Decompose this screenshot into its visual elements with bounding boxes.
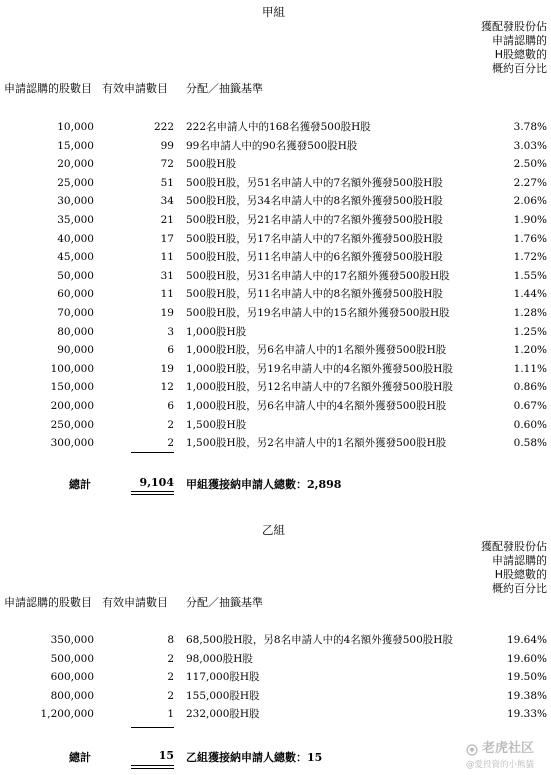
table-row — [0, 342, 551, 358]
pct-header-line: 概約百分比 — [492, 582, 547, 595]
shares-applied-cell: 45,000 — [57, 251, 94, 264]
shares-applied-cell: 30,000 — [57, 195, 94, 208]
table-row — [0, 379, 551, 395]
valid-applications-cell: 3 — [167, 325, 174, 338]
pct-header-line: 申請認購的 — [492, 34, 547, 47]
table-row — [0, 632, 551, 648]
percentage-cell: 1.20% — [513, 344, 547, 357]
valid-applications-cell: 99 — [160, 139, 174, 152]
table-row — [0, 212, 551, 228]
allocation-basis-cell: 99名申請人中的90名獲發500股H股 — [186, 139, 358, 152]
allocation-basis-cell: 222名申請人中的168名獲發500股H股 — [186, 121, 371, 133]
percentage-cell: 1.11% — [513, 362, 547, 375]
pct-header-line: 獲配發股份佔 — [481, 20, 547, 33]
shares-applied-cell: 200,000 — [50, 400, 94, 412]
group-a-basis-header: 分配／抽籤基準 — [186, 82, 263, 95]
group-a-total-rule — [131, 494, 174, 495]
table-row — [0, 417, 551, 433]
valid-applications-cell: 31 — [160, 269, 174, 282]
valid-applications-cell: 8 — [167, 634, 174, 646]
table-row — [0, 231, 551, 247]
valid-applications-cell: 11 — [160, 251, 174, 264]
valid-applications-cell: 222 — [153, 121, 174, 133]
group-a-subtotal-rule — [131, 452, 174, 453]
pct-header-line: 概約百分比 — [492, 62, 547, 75]
percentage-cell: 1.76% — [513, 232, 547, 245]
shares-applied-cell: 800,000 — [50, 689, 94, 702]
allocation-basis-cell: 1,000股H股，另6名申請人中的4名額外獲發500股H股 — [186, 400, 447, 412]
allocation-basis-cell: 500股H股，另51名申請人中的7名額外獲發500股H股 — [186, 176, 443, 189]
percentage-cell: 2.06% — [513, 195, 547, 208]
shares-applied-cell: 20,000 — [57, 158, 94, 171]
allocation-basis-cell: 1,000股H股 — [186, 325, 247, 338]
table-row — [0, 305, 551, 321]
shares-applied-cell: 600,000 — [50, 671, 94, 684]
allocation-basis-cell: 68,500股H股，另8名申請人中的4名額外獲發500股H股 — [186, 634, 453, 646]
table-row — [0, 688, 551, 704]
percentage-cell: 1.55% — [513, 269, 547, 282]
allocation-basis-cell: 1,500股H股 — [186, 418, 247, 431]
shares-applied-cell: 150,000 — [50, 381, 94, 394]
shares-applied-cell: 350,000 — [50, 634, 94, 646]
group-b-pct-header — [481, 540, 547, 596]
valid-applications-cell: 34 — [160, 195, 174, 208]
allocation-basis-cell: 500股H股，另31名申請人中的17名額外獲發500股H股 — [186, 269, 450, 282]
percentage-cell: 1.44% — [513, 288, 547, 301]
shares-applied-cell: 70,000 — [57, 307, 94, 319]
group-a-total-rule — [131, 491, 174, 492]
pct-header-line: 申請認購的 — [492, 554, 547, 567]
shares-applied-cell: 80,000 — [57, 325, 94, 338]
table-row — [0, 286, 551, 302]
shares-applied-cell: 25,000 — [57, 176, 94, 189]
allocation-basis-cell: 500股H股，另11名申請人中的6名額外獲發500股H股 — [186, 251, 443, 264]
percentage-cell: 1.25% — [513, 325, 547, 338]
shares-applied-cell: 15,000 — [57, 139, 94, 152]
allocation-basis-cell: 1,500股H股，另2名申請人中的1名額外獲發500股H股 — [186, 437, 447, 450]
group-b-subtotal-rule — [131, 727, 174, 728]
allocation-basis-cell: 500股H股 — [186, 158, 237, 171]
group-a-title: 甲組 — [262, 5, 285, 19]
valid-applications-cell: 6 — [167, 400, 174, 412]
group-b-total-label: 總計 — [69, 751, 91, 764]
watermark-sub: @愛投資的小熊貓 — [466, 760, 535, 770]
allocation-basis-cell: 500股H股，另21名申請人中的7名額外獲發500股H股 — [186, 214, 443, 226]
shares-applied-cell: 40,000 — [57, 232, 94, 245]
valid-applications-cell: 2 — [167, 671, 174, 684]
shares-applied-cell: 10,000 — [57, 121, 94, 133]
percentage-cell: 19.38% — [506, 689, 547, 702]
allocation-basis-cell: 155,000股H股 — [186, 689, 260, 702]
table-row — [0, 249, 551, 265]
group-b-shares-header: 申請認購的股數目 — [4, 596, 92, 609]
group-a-total-label: 總計 — [69, 478, 91, 491]
valid-applications-cell: 72 — [160, 158, 174, 171]
percentage-cell: 2.27% — [513, 176, 547, 189]
table-row — [0, 706, 551, 722]
percentage-cell: 19.50% — [506, 671, 547, 684]
valid-applications-cell: 51 — [160, 176, 174, 189]
pct-header-line: H股總數的 — [494, 568, 547, 581]
percentage-cell: 3.03% — [513, 139, 547, 152]
table-row — [0, 193, 551, 209]
shares-applied-cell: 35,000 — [57, 214, 94, 226]
table-row — [0, 398, 551, 414]
percentage-cell: 2.50% — [513, 158, 547, 171]
allocation-basis-cell: 1,000股H股，另12名申請人中的7名額外獲發500股H股 — [186, 381, 453, 394]
allocation-basis-cell: 98,000股H股 — [186, 652, 253, 665]
watermark-brand: 老虎社区 — [482, 741, 535, 756]
pct-header-line: H股總數的 — [494, 48, 547, 61]
shares-applied-cell: 90,000 — [57, 344, 94, 357]
allocation-basis-cell: 500股H股，另11名申請人中的8名額外獲發500股H股 — [186, 288, 443, 301]
shares-applied-cell: 250,000 — [50, 418, 94, 431]
shares-applied-cell: 1,200,000 — [40, 708, 94, 721]
shares-applied-cell: 100,000 — [50, 362, 94, 375]
valid-applications-cell: 2 — [167, 652, 174, 665]
percentage-cell: 19.33% — [506, 708, 547, 721]
table-row — [0, 156, 551, 172]
valid-applications-cell: 2 — [167, 418, 174, 431]
allocation-basis-cell: 500股H股，另34名申請人中的8名額外獲發500股H股 — [186, 195, 443, 208]
percentage-cell: 1.72% — [513, 251, 547, 264]
table-row — [0, 651, 551, 667]
percentage-cell: 19.60% — [506, 652, 547, 665]
group-b-total-text: 乙組獲接納申請人總數：15 — [186, 751, 323, 764]
percentage-cell: 3.78% — [513, 121, 547, 133]
group-b-total-value: 15 — [158, 749, 174, 762]
percentage-cell: 0.60% — [513, 418, 547, 431]
table-row — [0, 435, 551, 451]
shares-applied-cell: 60,000 — [57, 288, 94, 301]
valid-applications-cell: 2 — [167, 689, 174, 702]
shares-applied-cell: 50,000 — [57, 269, 94, 282]
valid-applications-cell: 2 — [167, 437, 174, 450]
valid-applications-cell: 19 — [160, 362, 174, 375]
group-a-total-value: 9,104 — [139, 476, 174, 489]
table-row — [0, 361, 551, 377]
shares-applied-cell: 500,000 — [50, 652, 94, 665]
percentage-cell: 0.67% — [513, 400, 547, 412]
valid-applications-cell: 1 — [167, 708, 174, 721]
percentage-cell: 0.86% — [513, 381, 547, 394]
table-row — [0, 138, 551, 154]
watermark — [466, 737, 534, 770]
valid-applications-cell: 19 — [160, 307, 174, 319]
valid-applications-cell: 6 — [167, 344, 174, 357]
allocation-basis-cell: 500股H股，另19名申請人中的15名額外獲發500股H股 — [186, 307, 450, 319]
valid-applications-cell: 17 — [160, 232, 174, 245]
group-a-pct-header — [481, 20, 547, 76]
table-row — [0, 175, 551, 191]
valid-applications-cell: 12 — [160, 381, 174, 394]
allocation-basis-cell: 117,000股H股 — [186, 671, 260, 684]
group-b-total-rule — [131, 765, 174, 766]
percentage-cell: 19.64% — [506, 634, 547, 646]
group-a-shares-header: 申請認購的股數目 — [4, 82, 92, 95]
group-b-total-rule — [131, 768, 174, 769]
shares-applied-cell: 300,000 — [50, 437, 94, 450]
tiger-logo-icon — [466, 741, 478, 753]
allocation-basis-cell: 1,000股H股，另19名申請人中的4名額外獲發500股H股 — [186, 362, 453, 375]
table-row — [0, 268, 551, 284]
group-b-title: 乙組 — [262, 523, 285, 537]
percentage-cell: 1.90% — [513, 214, 547, 226]
table-row — [0, 324, 551, 340]
group-a-valid-header: 有效申請數目 — [102, 82, 168, 95]
valid-applications-cell: 11 — [160, 288, 174, 301]
group-b-basis-header: 分配／抽籤基準 — [186, 596, 263, 609]
percentage-cell: 1.28% — [513, 307, 547, 319]
pct-header-line: 獲配發股份佔 — [481, 540, 547, 553]
allocation-basis-cell: 232,000股H股 — [186, 708, 260, 721]
group-b-valid-header: 有效申請數目 — [102, 596, 168, 609]
allocation-basis-cell: 1,000股H股，另6名申請人中的1名額外獲發500股H股 — [186, 344, 447, 357]
valid-applications-cell: 21 — [160, 214, 174, 226]
percentage-cell: 0.58% — [513, 437, 547, 450]
allocation-basis-cell: 500股H股，另17名申請人中的7名額外獲發500股H股 — [186, 232, 443, 245]
group-a-total-text: 甲組獲接納申請人總數：2,898 — [186, 478, 342, 491]
table-row — [0, 119, 551, 135]
table-row — [0, 669, 551, 685]
